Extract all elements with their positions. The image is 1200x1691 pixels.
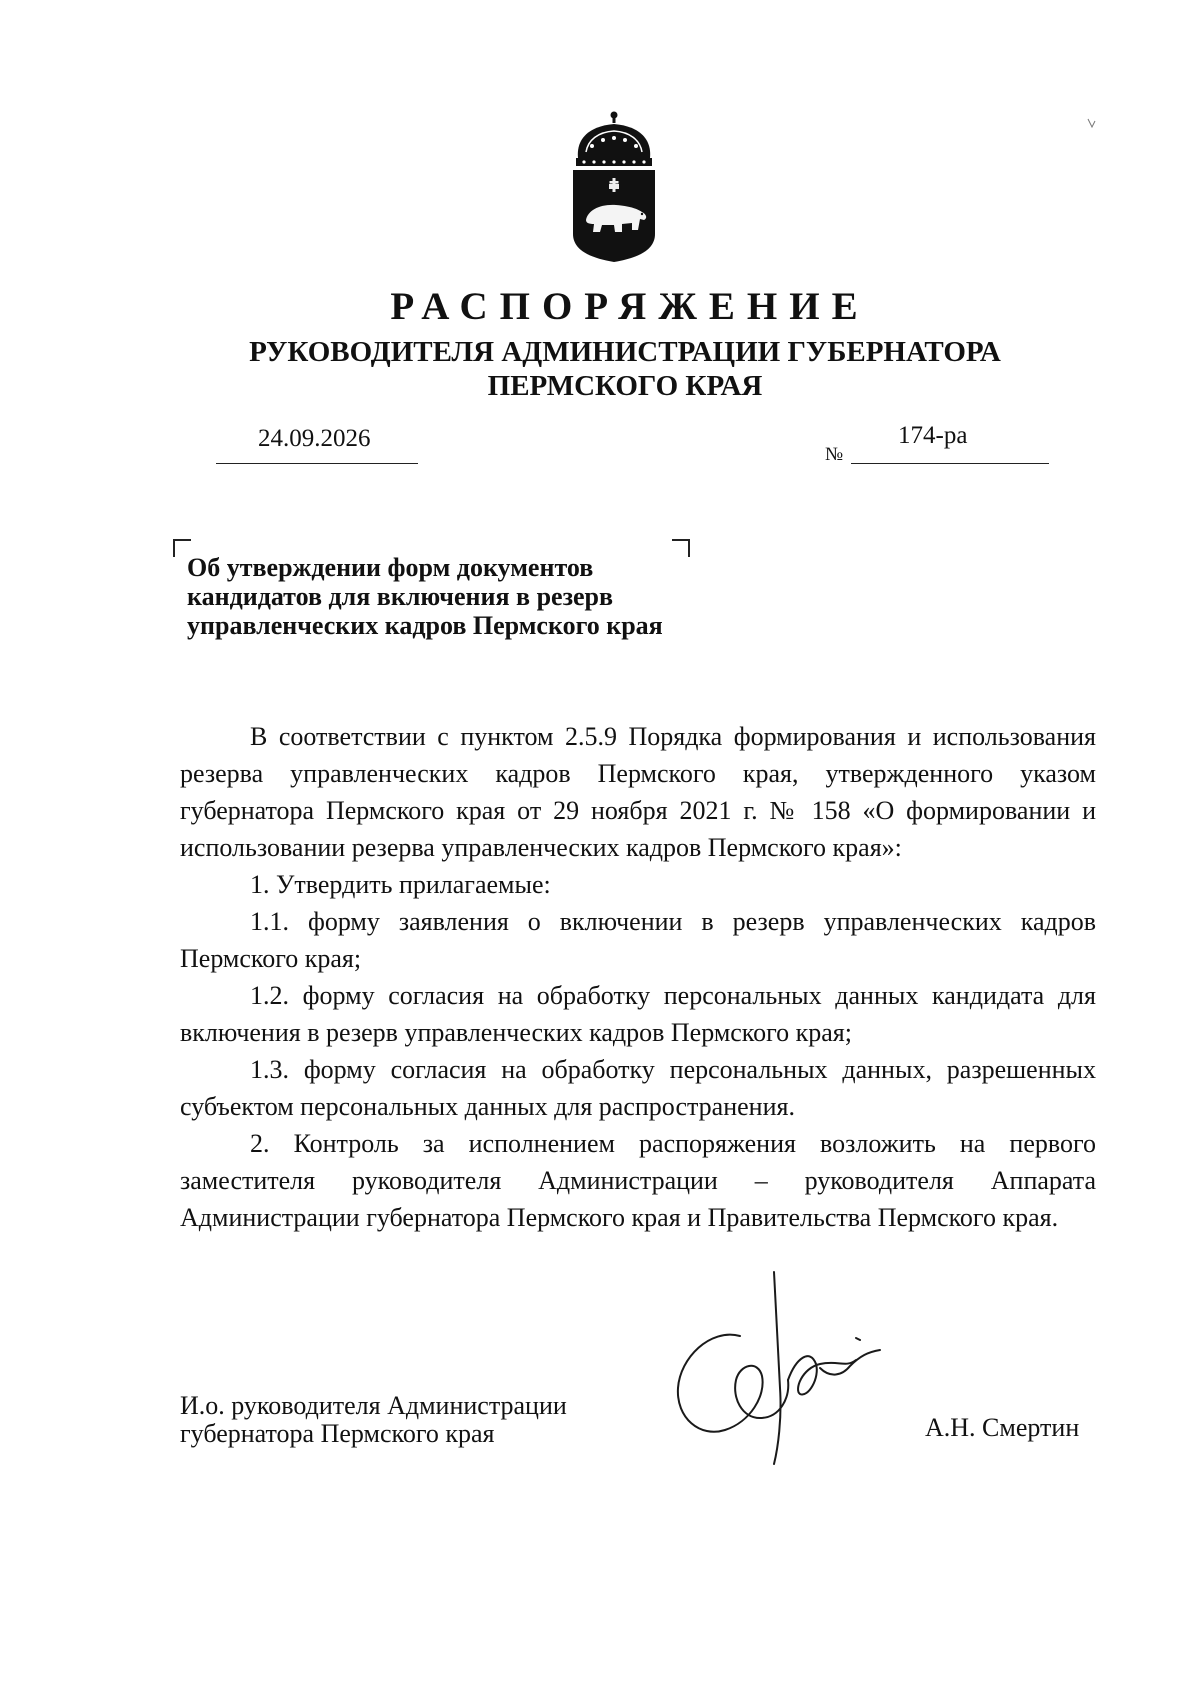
item-1-3: 1.3. форму согласия на обработку персональных данных, разрешенных субъектом персональных данных для распространения. <box>180 1055 1096 1121</box>
signatory-position-line-2: губернатора Пермского края <box>180 1419 495 1448</box>
item-1-1: 1.1. форму заявления о включении в резерв управленческих кадров Пермского края; <box>180 907 1096 973</box>
subject-line-2: кандидатов для включения в резерв <box>187 582 614 611</box>
coat-of-arms-icon <box>568 108 660 264</box>
subject-line-1: Об утверждении форм документов <box>187 553 594 582</box>
document-subject <box>187 553 707 640</box>
signatory-position-line-1: И.о. руководителя Администрации <box>180 1391 567 1420</box>
scan-artifact <box>1086 117 1098 131</box>
preamble-paragraph: В соответствии с пунктом 2.5.9 Порядка формирования и использования резерва управленческих кадров Пермского края, утвержденного указом губернатора Пермского края от 29 ноября 2021 г. № 158 «О формировании и использовании резерва управленческих кадров Пермского края»: <box>180 722 1096 862</box>
date-underline <box>216 463 418 464</box>
item-1: 1. Утвердить прилагаемые: <box>250 870 551 899</box>
document-date: 24.09.2026 <box>258 425 371 452</box>
signatory-position <box>180 1392 567 1448</box>
subject-line-3: управленческих кадров Пермского края <box>187 611 663 640</box>
document-body <box>180 718 1096 1236</box>
item-2: 2. Контроль за исполнением распоряжения возложить на первого заместителя руководителя Администрации – руководителя Аппарата Администрации губернатора Пермского края и Правительства Пермского края. <box>180 1129 1096 1232</box>
number-sign: № <box>825 444 844 465</box>
signatory-name: А.Н. Смертин <box>925 1413 1080 1442</box>
document-type-title: РАСПОРЯЖЕНИЕ <box>390 285 870 328</box>
handwritten-signature <box>670 1268 890 1468</box>
item-1-2: 1.2. форму согласия на обработку персональных данных кандидата для включения в резерв управленческих кадров Пермского края; <box>180 981 1096 1047</box>
document-number: 174-ра <box>898 422 968 449</box>
issuer-title-line-2: ПЕРМСКОГО КРАЯ <box>487 370 763 402</box>
issuer-title-line-1: РУКОВОДИТЕЛЯ АДМИНИСТРАЦИИ ГУБЕРНАТОРА <box>249 336 1001 368</box>
number-underline <box>851 463 1049 464</box>
